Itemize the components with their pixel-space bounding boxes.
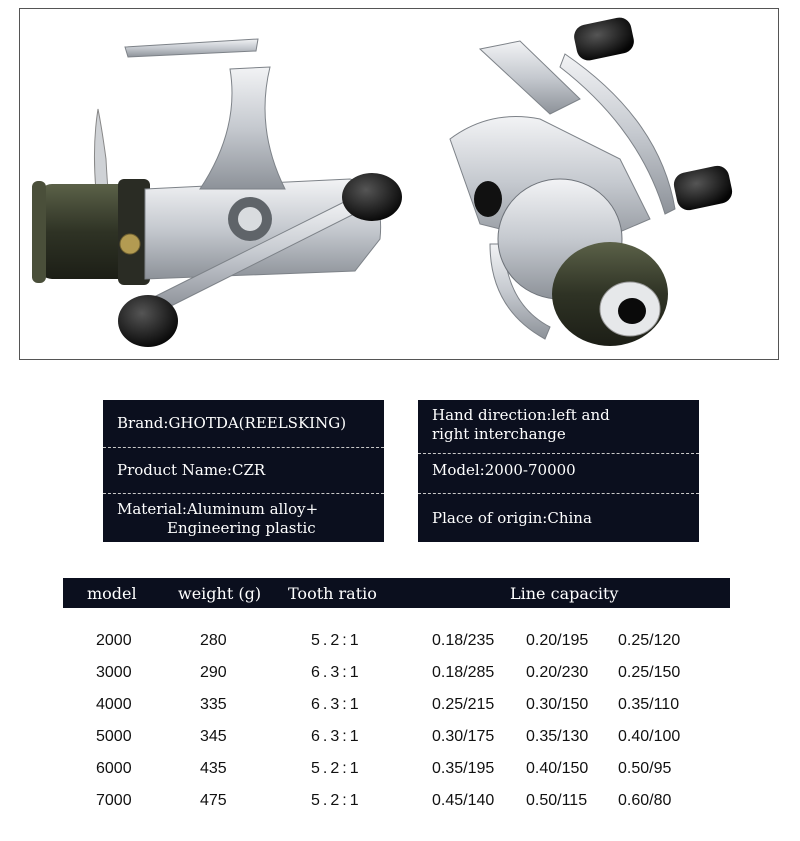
spec-product-name bbox=[103, 448, 384, 494]
spec-product-name-value: CZR bbox=[231, 461, 266, 479]
table-row bbox=[0, 628, 800, 656]
spec-model-value: 2000-70000 bbox=[484, 461, 576, 479]
spec-box-left bbox=[103, 400, 384, 542]
cell-weight: 290 bbox=[200, 664, 227, 681]
spec-origin-value: China bbox=[547, 508, 592, 527]
header-model: model bbox=[87, 584, 137, 603]
cell-capacity-3: 0.60/80 bbox=[618, 792, 672, 809]
cell-capacity-1: 0.30/175 bbox=[432, 728, 495, 745]
cell-model: 7000 bbox=[96, 792, 132, 809]
spec-hand-direction-line2: right interchange bbox=[432, 425, 566, 443]
table-header bbox=[63, 578, 730, 608]
cell-capacity-1: 0.25/215 bbox=[432, 696, 495, 713]
cell-capacity-3: 0.25/150 bbox=[618, 664, 681, 681]
cell-capacity-3: 0.50/95 bbox=[618, 760, 672, 777]
cell-model: 5000 bbox=[96, 728, 132, 745]
spec-hand-direction-line1: Hand direction:left and bbox=[432, 406, 610, 424]
spec-product-name-label: Product Name: bbox=[117, 461, 232, 479]
product-photo-frame bbox=[19, 8, 779, 360]
cell-capacity-2: 0.20/230 bbox=[526, 664, 589, 681]
spec-brand-label: Brand: bbox=[117, 414, 169, 432]
cell-model: 3000 bbox=[96, 664, 132, 681]
cell-capacity-3: 0.25/120 bbox=[618, 632, 681, 649]
cell-capacity-1: 0.45/140 bbox=[432, 792, 495, 809]
spec-origin bbox=[418, 494, 699, 542]
cell-weight: 475 bbox=[200, 792, 227, 809]
cell-capacity-2: 0.20/195 bbox=[526, 632, 589, 649]
spec-material-label: Material: bbox=[117, 500, 187, 518]
cell-ratio: 5.2:1 bbox=[311, 632, 362, 649]
cell-capacity-3: 0.40/100 bbox=[618, 728, 681, 745]
reel-side-view-image bbox=[32, 39, 402, 347]
reel-front-view-image bbox=[450, 15, 734, 346]
spec-origin-label: Place of origin: bbox=[432, 508, 548, 527]
cell-model: 6000 bbox=[96, 760, 132, 777]
spec-material-value: Aluminum alloy+ bbox=[186, 500, 319, 518]
spec-brand-value: GHOTDA(REELSKING) bbox=[168, 414, 347, 432]
spec-model bbox=[418, 448, 699, 494]
spec-brand bbox=[103, 400, 384, 448]
cell-capacity-2: 0.50/115 bbox=[526, 792, 588, 809]
spec-model-label: Model: bbox=[432, 461, 485, 479]
table-row bbox=[0, 660, 800, 688]
cell-capacity-3: 0.35/110 bbox=[618, 696, 680, 713]
cell-weight: 280 bbox=[200, 632, 227, 649]
header-weight: weight (g) bbox=[178, 584, 262, 603]
table-row bbox=[0, 724, 800, 752]
table-row bbox=[0, 788, 800, 816]
table-row bbox=[0, 756, 800, 784]
cell-capacity-1: 0.18/235 bbox=[432, 632, 495, 649]
cell-weight: 345 bbox=[200, 728, 227, 745]
cell-ratio: 6.3:1 bbox=[311, 728, 362, 745]
cell-capacity-2: 0.30/150 bbox=[526, 696, 589, 713]
cell-weight: 435 bbox=[200, 760, 227, 777]
header-line-capacity: Line capacity bbox=[510, 584, 619, 603]
cell-capacity-2: 0.40/150 bbox=[526, 760, 589, 777]
cell-capacity-2: 0.35/130 bbox=[526, 728, 589, 745]
spec-box-right bbox=[418, 400, 699, 542]
cell-ratio: 6.3:1 bbox=[311, 664, 362, 681]
spec-hand-direction bbox=[418, 400, 699, 454]
cell-model: 4000 bbox=[96, 696, 132, 713]
cell-capacity-1: 0.18/285 bbox=[432, 664, 495, 681]
spec-material bbox=[103, 494, 384, 548]
header-tooth-ratio: Tooth ratio bbox=[288, 584, 377, 603]
cell-weight: 335 bbox=[200, 696, 227, 713]
cell-model: 2000 bbox=[96, 632, 132, 649]
spec-material-value-line2: Engineering plastic bbox=[167, 519, 316, 537]
cell-capacity-1: 0.35/195 bbox=[432, 760, 495, 777]
cell-ratio: 5.2:1 bbox=[311, 792, 362, 809]
cell-ratio: 6.3:1 bbox=[311, 696, 362, 713]
cell-ratio: 5.2:1 bbox=[311, 760, 362, 777]
table-row bbox=[0, 692, 800, 720]
